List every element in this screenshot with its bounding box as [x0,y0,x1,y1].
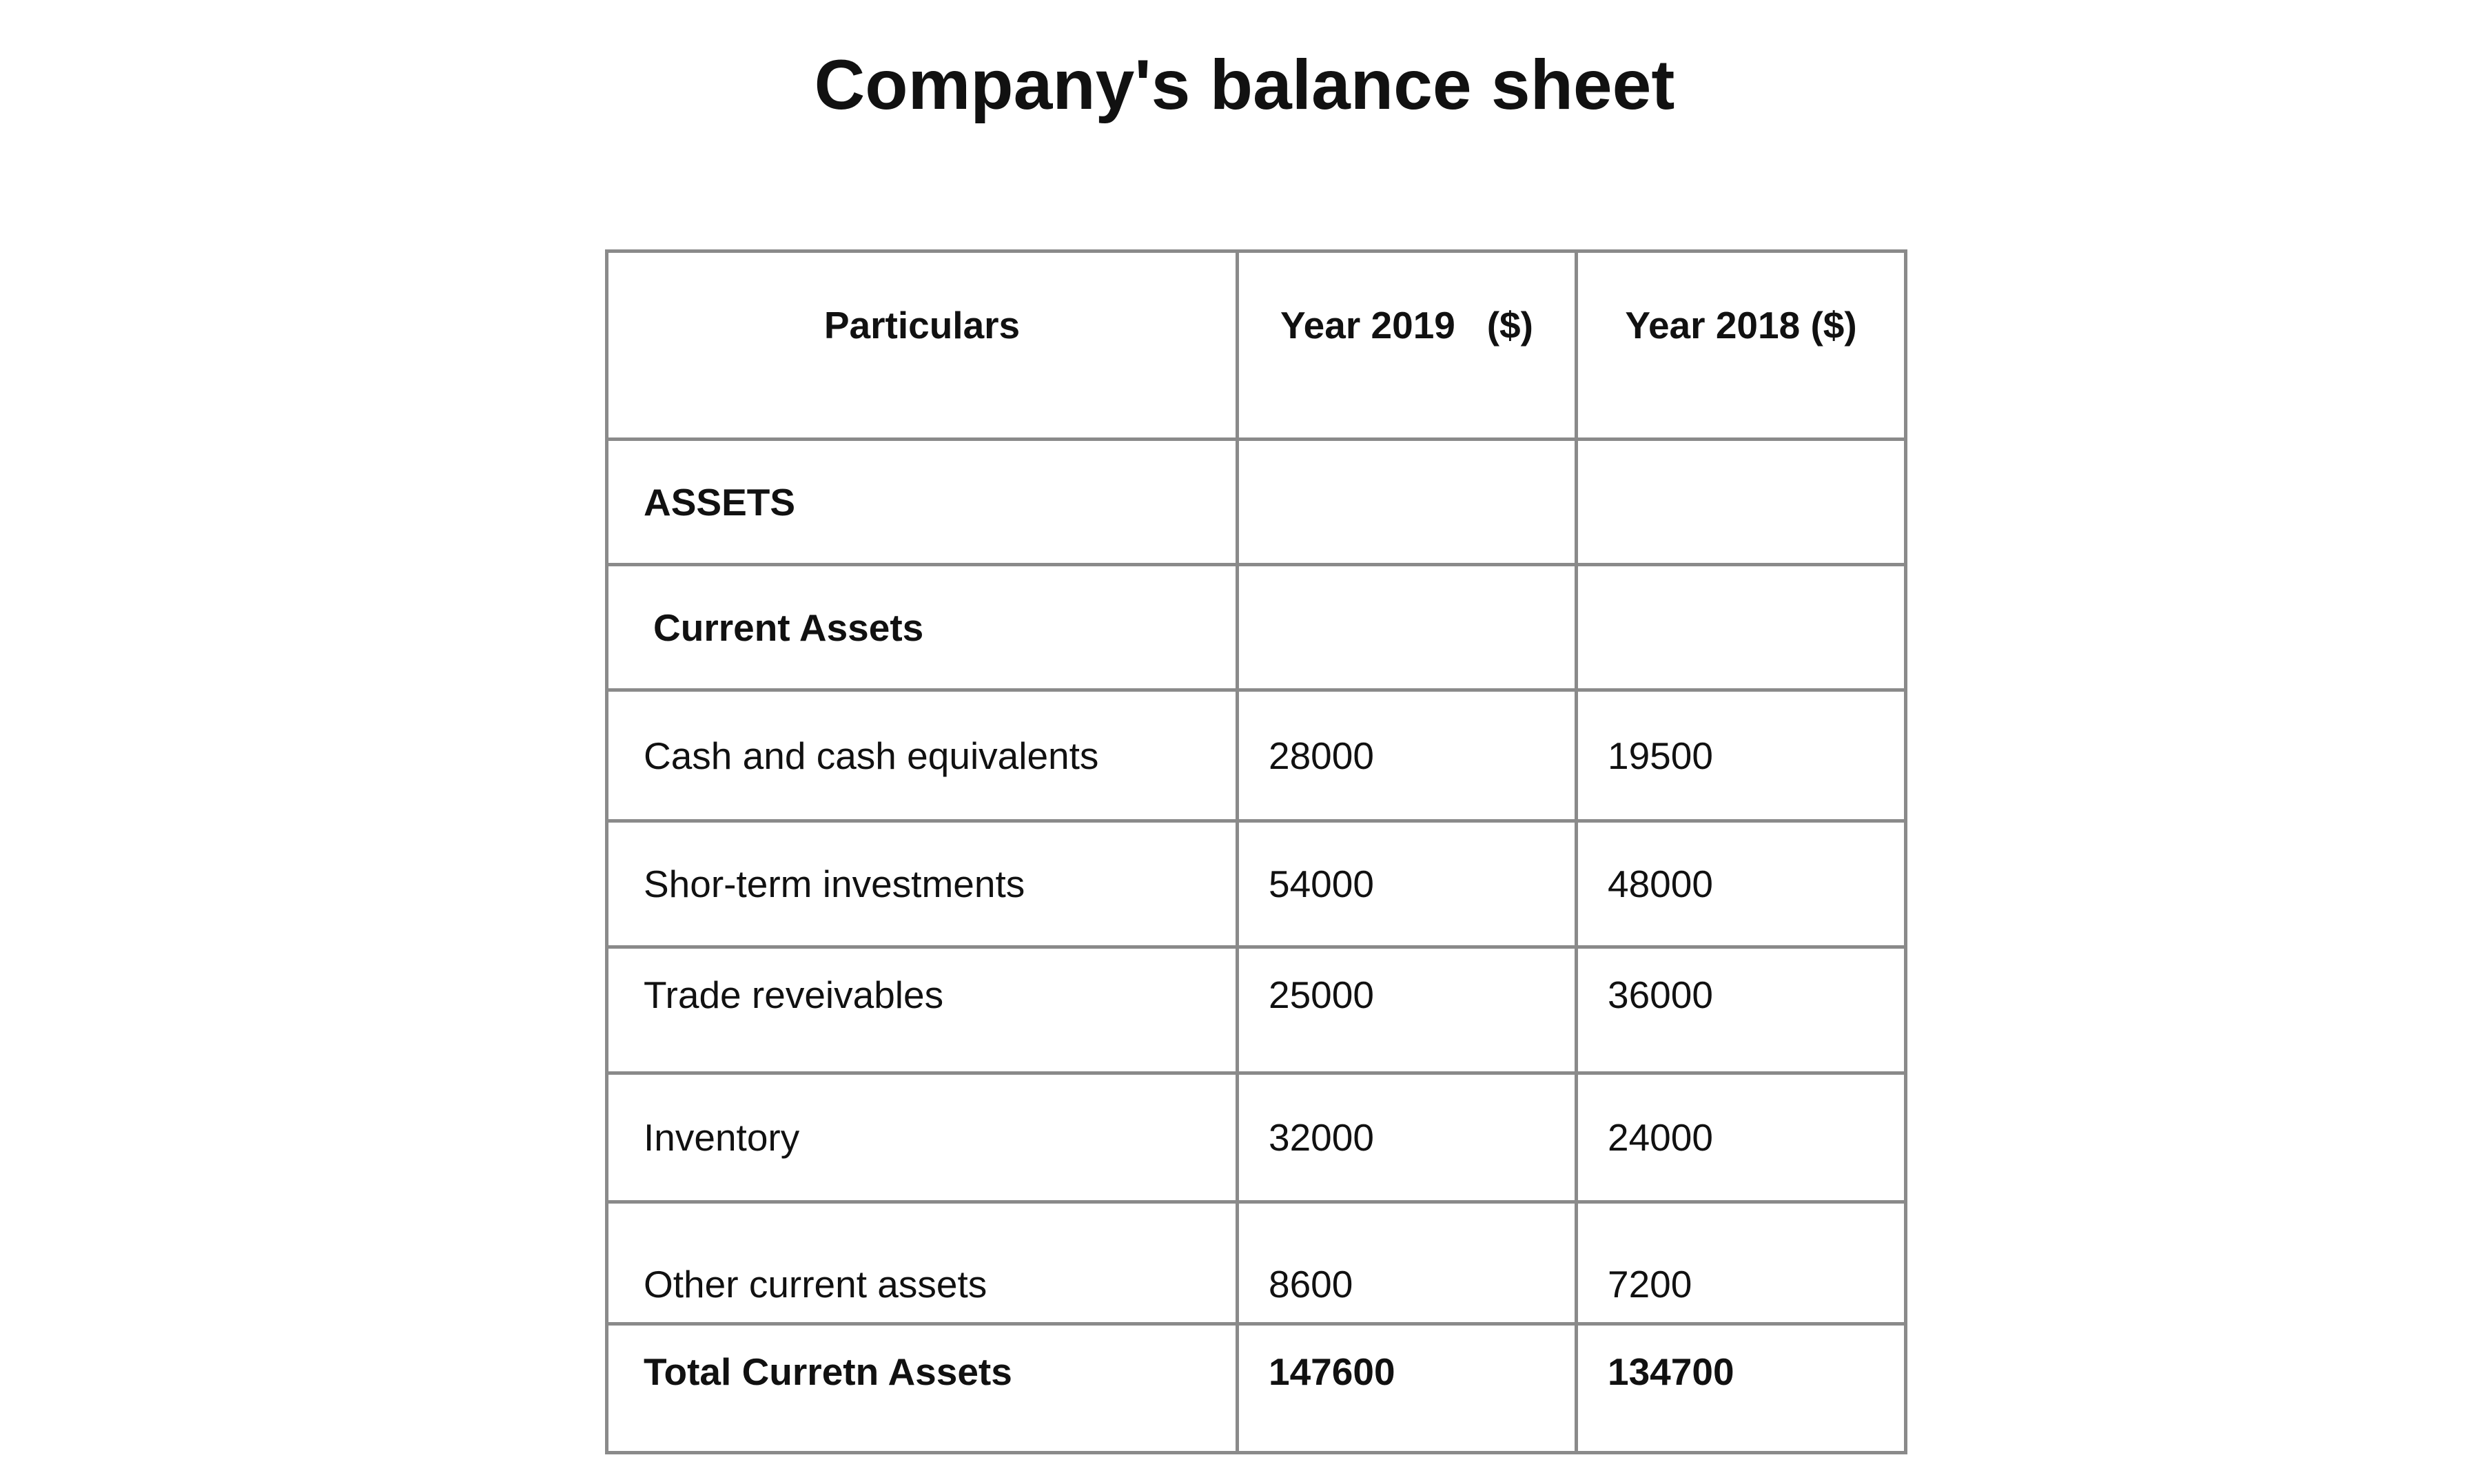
table-row [607,690,1906,821]
table-cell [1238,440,1577,565]
value-2018: 19500 [1577,690,1906,821]
value-2019: 8600 [1238,1202,1577,1324]
value-2018: 24000 [1577,1073,1906,1202]
header-year-2019: Year 2019 ($) [1238,251,1577,440]
table-row [607,1073,1906,1202]
value-2019: 28000 [1238,690,1577,821]
value-2019: 25000 [1238,947,1577,1073]
row-label: Cash and cash equivalents [607,690,1238,821]
table-cell [1577,565,1906,690]
value-2019: 32000 [1238,1073,1577,1202]
page-title: Company's balance sheet [814,45,1675,124]
table-row [607,1202,1906,1324]
value-2018: 48000 [1577,821,1906,947]
header-year-2018: Year 2018 ($) [1577,251,1906,440]
row-label: Other current assets [607,1202,1238,1324]
section-row-assets [607,440,1906,565]
total-row [607,1324,1906,1453]
value-2019: 54000 [1238,821,1577,947]
row-label: Inventory [607,1073,1238,1202]
table-cell [1238,565,1577,690]
table-row [607,947,1906,1073]
total-2018: 134700 [1577,1324,1906,1453]
section-label-current-assets: Current Assets [607,565,1238,690]
value-2018: 36000 [1577,947,1906,1073]
total-2019: 147600 [1238,1324,1577,1453]
section-row-current-assets [607,565,1906,690]
total-label: Total Curretn Assets [607,1324,1238,1453]
table-cell [1577,440,1906,565]
row-label: Shor-term investments [607,821,1238,947]
table-header-row [607,251,1906,440]
section-label-assets: ASSETS [607,440,1238,565]
row-label: Trade reveivables [607,947,1238,1073]
header-particulars: Particulars [607,251,1238,440]
balance-sheet-table [605,249,1907,1454]
value-2018: 7200 [1577,1202,1906,1324]
table-row [607,821,1906,947]
